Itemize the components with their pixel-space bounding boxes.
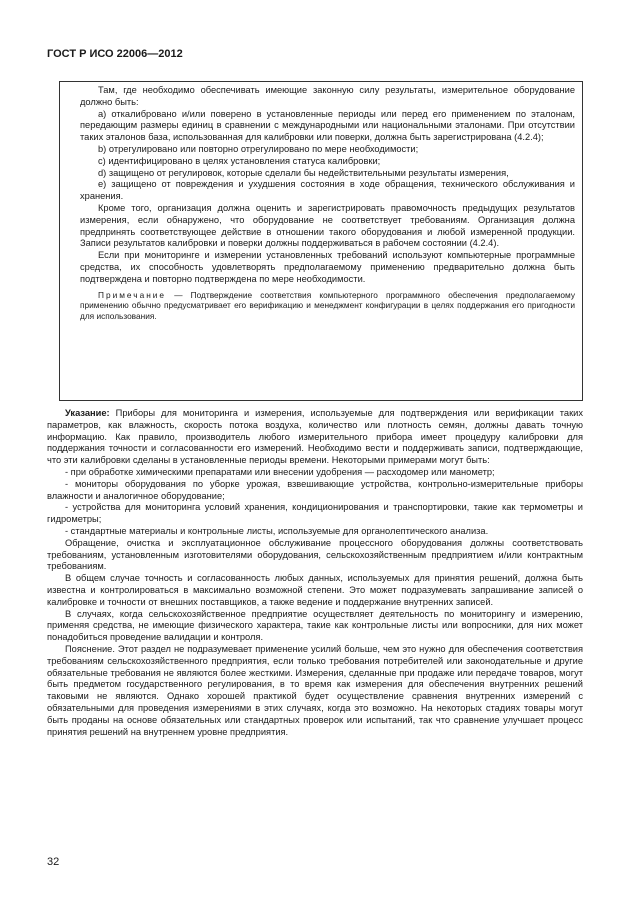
note-text: — Подтверждение соответствия компьютерного программного обеспечения предполагаемому применению обычно предусматривает его верификацию и менеджмент конфигурации в целях поддержания его пригодности для использования. xyxy=(80,289,575,321)
guidance-label: Указание: xyxy=(65,408,110,418)
box-item-c: c) идентифицировано в целях установления статуса калибровки; xyxy=(98,155,381,166)
list-item: - при обработке химическими препаратами или внесении удобрения — расходомер или манометр; xyxy=(65,466,495,477)
guidance-text: Приборы для мониторинга и измерения, используемые для подтверждения или верификации таких параметров, как влажность, скорость потока воздуха, количество или плотность семян, должны давать точную информацию. Как правило, производитель любого измерительного прибора имеет процедуру калибровки для поддержания точности и согласованности его измерений. Необходимо вести и поддерживать записи, подтверждающие, что эти калибровки сделаны в установленные периоды времени. Некоторыми примерами могут быть: xyxy=(47,408,583,466)
page-number: 32 xyxy=(47,856,60,868)
guidance-paragraph xyxy=(47,408,583,467)
paragraph-handling: Обращение, очистка и эксплуатационное обслуживание процессного оборудования должны соответствовать требованиям, установленным изготовителями оборудования, сельскохозяйственным предприятием и/или контрактным требованиям. xyxy=(47,537,583,572)
requirement-box xyxy=(59,81,583,401)
paragraph-explanation: Пояснение. Этот раздел не подразумевает применение усилий больше, чем это нужно для обеспечения соответствия требованиям сельскохозяйственного предприятия, если только требования потребителей или законодательные и другие обязательные требования не являются более жесткими. Измерения, сделанные при продаже или передаче товаров, могут быть предметом государственного регулирования, в то время как измерения для обеспечения внутренних решений таковыми не являются. Однако хорошей практикой будет осуществление сравнения внутренних измерений с обязательными для проведения измерениями в этих случаях, когда это возможно. На некоторых стадиях товары могут быть проданы на основе обязательных или стандартных проверок или испытаний, так что сравнение улучшает процесс принятия решений на внутреннем уровне предприятия. xyxy=(47,643,583,737)
list-item: - мониторы оборудования по уборке урожая, взвешивающие устройства, контрольно-измерительные приборы влажности и аналогичное оборудование; xyxy=(47,478,583,501)
note-label: Примечание xyxy=(98,289,167,300)
document-header: ГОСТ Р ИСО 22006—2012 xyxy=(47,48,183,60)
main-text xyxy=(47,408,583,738)
paragraph-validation: В случаях, когда сельскохозяйственное предприятие осуществляет деятельность по мониторингу и измерению, применяя средства, не имеющие физического характера, такие как контрольные листы или вопросники, для них может понадобиться проведение валидации и контроля. xyxy=(47,608,583,643)
paragraph-accuracy: В общем случае точность и согласованность любых данных, используемых для принятия решений, должна быть известна и контролироваться в максимально возможной степени. Это может подразумевать запрашивание записей о калибровке и точности от внешних поставщиков, а также ведение и поддержание внутренних записей. xyxy=(47,573,583,607)
box-item-a: a) откалибровано и/или поверено в установленные периоды или перед его применением по эталонам, передающим размеры единиц в сравнении с международными или национальными эталонами. При отсутствии таких эталонов база, использованная для калибровки или поверки, должна быть зарегистрирована (4.2.4); xyxy=(80,108,575,143)
box-note xyxy=(80,290,575,322)
box-paragraph-1: Кроме того, организация должна оценить и зарегистрировать правомочность предыдущих результатов измерения, если обнаружено, что оборудование не соответствует требованиям. Организация должна предпринять соответствующее действие в отношении такого оборудования и любой измеренной продукции. Записи результатов калибровки и поверки должны поддерживаться в рабочем состоянии (4.2.4). xyxy=(80,202,575,249)
box-item-e: e) защищено от повреждения и ухудшения состояния в ходе обращения, технического обслуживания и хранения. xyxy=(80,179,575,202)
box-item-b: b) отрегулировано или повторно отрегулировано по мере необходимости; xyxy=(98,143,419,154)
box-item-d: d) защищено от регулировок, которые сделали бы недействительными результаты измерения, xyxy=(98,167,509,178)
list-item: - устройства для мониторинга условий хранения, кондиционирования и транспортировки, такие как термометры и гидрометры; xyxy=(47,502,583,525)
box-paragraph-2: Если при мониторинге и измерении установленных требований используют компьютерные программные средства, их способность удовлетворять предполагаемому применению предварительно должна быть подтверждена и повторно подтверждена по мере необходимости. xyxy=(80,250,575,284)
box-intro: Там, где необходимо обеспечивать имеющие законную силу результаты, измерительное оборудование должно быть: xyxy=(80,85,575,107)
list-item: - стандартные материалы и контрольные листы, используемые для органолептического анализа. xyxy=(65,525,489,536)
